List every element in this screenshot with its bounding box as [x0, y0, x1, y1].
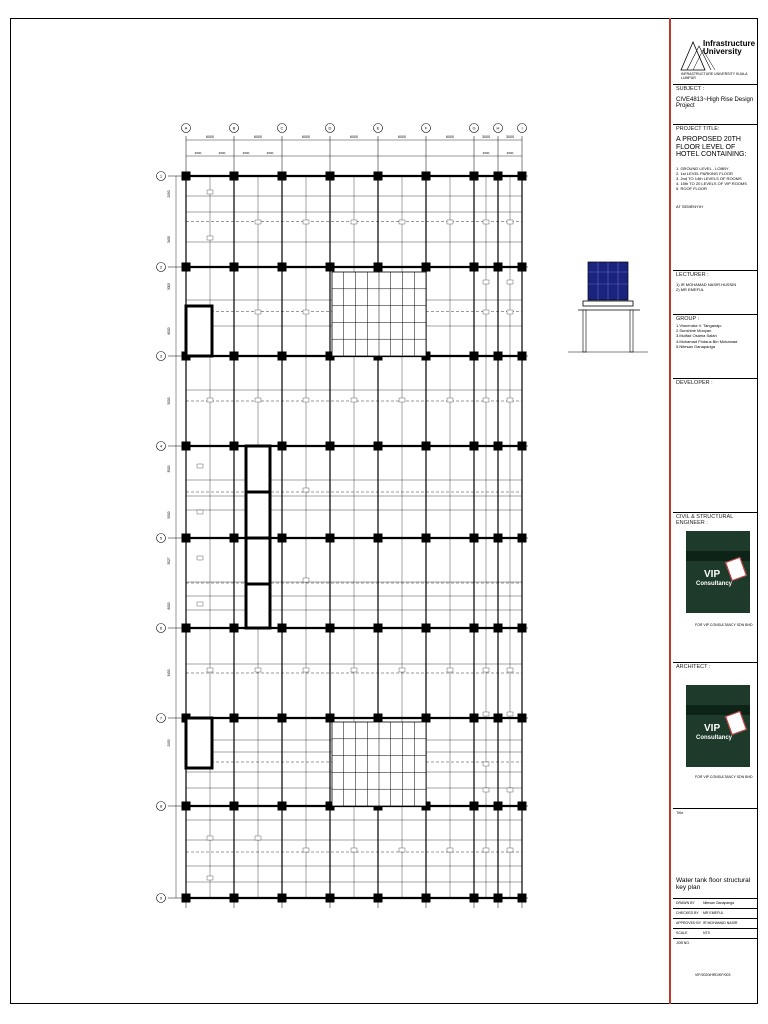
checked-by-row: [673, 908, 758, 917]
lift-core-box: [246, 584, 270, 628]
column: [494, 263, 502, 271]
architect-label: ARCHITECT :: [676, 664, 711, 670]
row-value: MR EMEFUL: [703, 911, 724, 915]
dimension-text: 3450: [167, 235, 171, 244]
column: [470, 802, 478, 810]
room-tag: [351, 398, 357, 402]
column: [470, 894, 478, 902]
lecturer-name: 1) IR MOHAMAD NASIR HUSSIN: [676, 282, 737, 287]
room-tag: [483, 762, 489, 766]
architect-section: [673, 662, 758, 809]
grid-bubble-label: H: [496, 125, 500, 131]
subject-value: CIVE4813~High Rise Design Project: [676, 97, 754, 109]
dimension-text: 3000: [194, 151, 202, 155]
column: [374, 442, 382, 450]
dimension-text: 3000: [167, 465, 171, 473]
lecturer-name: 2) MR EMEFUL: [676, 287, 705, 293]
grid-bubble-label: D: [328, 125, 332, 131]
column: [494, 714, 502, 722]
column: [230, 263, 238, 271]
column: [326, 263, 334, 271]
row-value: NTS: [703, 931, 710, 935]
column: [326, 624, 334, 632]
column: [518, 802, 526, 810]
room-tag: [507, 220, 513, 224]
column: [278, 802, 286, 810]
developer-label: DEVELOPER :: [676, 380, 713, 386]
dimension-text: 3000: [506, 151, 514, 155]
room-tag: [507, 712, 513, 716]
room-tag: [197, 464, 203, 468]
room-tag: [447, 220, 453, 224]
column: [182, 802, 190, 810]
column: [518, 352, 526, 360]
dimension-text: 6000: [350, 135, 358, 139]
room-tag: [507, 668, 513, 672]
column: [230, 802, 238, 810]
column: [494, 624, 502, 632]
column: [278, 624, 286, 632]
room-tag: [399, 220, 405, 224]
row-key: CHECKED BY: [676, 911, 699, 915]
column: [278, 534, 286, 542]
project-item: 1. GROUND LEVEL - LOBBY: [676, 165, 729, 171]
room-tag: [255, 836, 261, 840]
logo-section: [673, 18, 758, 84]
column: [470, 172, 478, 180]
column: [422, 894, 430, 902]
grid-bubble-label: 3: [159, 353, 163, 359]
column: [470, 714, 478, 722]
column: [230, 442, 238, 450]
logo-name: Infrastructure University: [703, 39, 756, 56]
dimension-text: 3000: [242, 151, 250, 155]
dimension-text: 6000: [254, 135, 262, 139]
group-member: 2.Sunshine Munyan: [676, 328, 712, 334]
column: [230, 624, 238, 632]
grid-bubble-label: C: [280, 125, 284, 131]
dimension-text: 6000: [167, 327, 171, 335]
title-section: [673, 808, 758, 897]
architect-logo: [686, 685, 750, 767]
room-tag: [483, 280, 489, 284]
room-tag: [303, 310, 309, 314]
column: [326, 442, 334, 450]
column: [422, 714, 430, 722]
room-tag: [483, 398, 489, 402]
logo-tagline: INFRASTRUCTURE UNIVERSITY KUALA LUMPUR: [681, 72, 748, 80]
room-tag: [507, 788, 513, 792]
room-tag: [303, 488, 309, 492]
row-key: DRAWN BY: [676, 901, 695, 905]
column: [230, 894, 238, 902]
room-tag: [255, 398, 261, 402]
dimension-text: 3005: [167, 282, 171, 291]
room-tag: [303, 578, 309, 582]
room-tag: [351, 220, 357, 224]
column: [182, 624, 190, 632]
dimension-text: 3000: [482, 151, 490, 155]
room-tag: [399, 398, 405, 402]
room-tag: [207, 236, 213, 240]
project-title-section: [673, 124, 758, 271]
column: [326, 172, 334, 180]
column: [182, 534, 190, 542]
room-tag: [303, 398, 309, 402]
project-title: A PROPOSED 20TH FLOOR LEVEL OF HOTEL CONTAINING:: [676, 136, 747, 158]
architect-logo-sub: Consultancy: [696, 735, 733, 741]
room-tag: [197, 556, 203, 560]
job-no-value: VIP/2020/HRD/KP/003: [695, 973, 731, 977]
column: [278, 714, 286, 722]
column: [182, 894, 190, 902]
room-tag: [399, 848, 405, 852]
column: [494, 352, 502, 360]
drawing-title: Water tank floor structural key plan: [676, 877, 751, 891]
column: [518, 714, 526, 722]
project-item: 4. 15th TO 20 LEVELS OF VIP ROOMS: [676, 181, 747, 187]
lift-core-box: [186, 718, 212, 768]
column: [422, 263, 430, 271]
job-no-row: [673, 938, 758, 1005]
room-tag: [399, 668, 405, 672]
dimension-text: 3000: [218, 151, 226, 155]
grid-bubble-label: 8: [159, 803, 163, 809]
column: [230, 352, 238, 360]
subject-label: SUBJECT :: [676, 86, 705, 92]
lecturer-label: LECTURER :: [676, 272, 709, 278]
column: [518, 442, 526, 450]
grid-bubble-label: A: [184, 125, 188, 131]
lecturer-section: [673, 270, 758, 315]
room-tag: [207, 876, 213, 880]
column: [518, 534, 526, 542]
developer-section: [673, 378, 758, 513]
room-tag: [447, 398, 453, 402]
column: [374, 263, 382, 271]
room-tag: [303, 220, 309, 224]
grid-bubble-label: 1: [159, 173, 163, 179]
column: [326, 534, 334, 542]
dimension-text: 6000: [167, 602, 171, 610]
column: [494, 534, 502, 542]
dimension-text: 3000: [266, 151, 274, 155]
dimension-text: 5000: [167, 397, 171, 405]
project-item: 3. 2nd TO 14th LEVELS OF ROOMS: [676, 175, 742, 181]
dimension-text: 6000: [398, 135, 406, 139]
dimension-text: 2950: [167, 190, 171, 198]
lift-core-box: [246, 538, 270, 584]
engineer-logo-text: VIP: [704, 569, 721, 580]
column: [494, 894, 502, 902]
engineer-section: [673, 512, 758, 663]
dimension-text: 6000: [206, 135, 214, 139]
room-tag: [483, 220, 489, 224]
room-tag: [197, 510, 203, 514]
row-key: SCALE: [676, 931, 688, 935]
group-member: 1.Vinnendra V. Tanganajo: [676, 323, 722, 328]
column: [182, 442, 190, 450]
engineer-caption: FOR VIP CONSULTANCY SDN BHD: [695, 623, 753, 627]
room-tag: [255, 668, 261, 672]
room-tag: [447, 668, 453, 672]
group-section: [673, 314, 758, 379]
column: [278, 442, 286, 450]
water-tank-elevation-thumbnail: [568, 262, 648, 352]
room-tag: [483, 848, 489, 852]
row-key: APPROVED BY: [676, 921, 702, 925]
project-item: 2. 1st LEVEL PARKING FLOOR: [676, 170, 733, 176]
row-value: Nitesan Ganapariga: [703, 901, 735, 905]
dimension-text: 3000: [482, 135, 490, 139]
grid-bubble-label: 9: [159, 895, 163, 901]
column: [182, 172, 190, 180]
grid-bubble-label: 2: [159, 264, 163, 270]
architect-caption: FOR VIP CONSULTANCY SDN BHD: [695, 775, 753, 779]
approved-by-row: [673, 918, 758, 927]
grid-bubble-label: I: [521, 125, 523, 131]
title-label: Title: [676, 810, 684, 815]
engineer-logo-sub: Consultancy: [696, 581, 733, 587]
dimension-text: 3027: [167, 557, 171, 565]
room-tag: [483, 668, 489, 672]
room-tag: [507, 398, 513, 402]
column: [278, 352, 286, 360]
grid-bubble-label: B: [232, 125, 236, 131]
dimension-text: 5000: [167, 511, 171, 519]
column: [494, 442, 502, 450]
column: [374, 172, 382, 180]
room-tag: [197, 602, 203, 606]
column: [230, 172, 238, 180]
column: [518, 624, 526, 632]
room-tag: [255, 310, 261, 314]
column: [374, 534, 382, 542]
column: [422, 172, 430, 180]
dimension-text: 2950: [167, 739, 171, 747]
group-member: 3.Mulfad Osama Salah: [676, 333, 717, 339]
grid-bubble-label: 5: [159, 535, 163, 541]
room-tag: [207, 398, 213, 402]
dimension-text: 6000: [302, 135, 310, 139]
room-tag: [483, 712, 489, 716]
column: [278, 894, 286, 902]
room-tag: [207, 190, 213, 194]
column: [326, 894, 334, 902]
column: [230, 534, 238, 542]
column: [422, 534, 430, 542]
engineer-logo: [686, 531, 750, 613]
column: [494, 802, 502, 810]
room-tag: [483, 310, 489, 314]
lift-core-box: [246, 446, 270, 492]
grid-bubble-label: G: [472, 125, 476, 131]
column: [230, 714, 238, 722]
row-value: IR MOHAMAD NASIR: [703, 921, 738, 925]
job-no-label: JOB NO.: [676, 941, 691, 945]
room-tag: [507, 310, 513, 314]
room-tag: [447, 848, 453, 852]
column: [326, 714, 334, 722]
column: [278, 172, 286, 180]
column: [278, 263, 286, 271]
group-member: 4.Mohamad Firdaus Bin Mohamad: [676, 338, 738, 344]
lift-core-box: [246, 492, 270, 538]
title-block: [669, 18, 758, 1004]
column: [470, 534, 478, 542]
grid-bubble-label: F: [424, 125, 428, 131]
project-title-label: PROJECT TITLE:: [676, 126, 720, 132]
dimension-text: 6000: [446, 135, 454, 139]
column: [374, 714, 382, 722]
column: [422, 442, 430, 450]
column: [494, 172, 502, 180]
room-tag: [303, 848, 309, 852]
group-member: 5.Nitesan Ganapariga: [676, 343, 715, 349]
project-items: [673, 166, 758, 192]
room-tag: [303, 668, 309, 672]
column: [374, 894, 382, 902]
column: [374, 624, 382, 632]
room-tag: [351, 848, 357, 852]
architect-logo-text: VIP: [704, 723, 721, 734]
column: [470, 624, 478, 632]
column: [518, 263, 526, 271]
room-tag: [255, 220, 261, 224]
grid-bubble-label: 7: [159, 715, 163, 721]
room-tag: [483, 788, 489, 792]
room-tag: [207, 836, 213, 840]
column: [470, 442, 478, 450]
column: [182, 263, 190, 271]
grid-bubble-label: E: [376, 125, 380, 131]
room-tag: [351, 668, 357, 672]
group-label: GROUP :: [676, 316, 700, 322]
column: [518, 172, 526, 180]
column: [518, 894, 526, 902]
grid-bubble-label: 6: [159, 625, 163, 631]
dimension-text: 3000: [506, 135, 514, 139]
column: [470, 263, 478, 271]
subject-section: [673, 84, 758, 125]
project-item: 5. ROOF FLOOR: [676, 186, 707, 192]
column: [470, 352, 478, 360]
dimension-text: 3450: [167, 669, 171, 677]
drawn-by-row: [673, 898, 758, 907]
lift-core-box: [186, 306, 212, 356]
grid-bubble-label: 4: [159, 443, 163, 449]
project-location: AT SEMENYIH: [676, 203, 703, 209]
column: [422, 624, 430, 632]
scale-row: [673, 928, 758, 937]
room-tag: [507, 848, 513, 852]
engineer-label: CIVIL & STRUCTURAL ENGINEER :: [676, 514, 734, 526]
room-tag: [207, 668, 213, 672]
room-tag: [507, 280, 513, 284]
